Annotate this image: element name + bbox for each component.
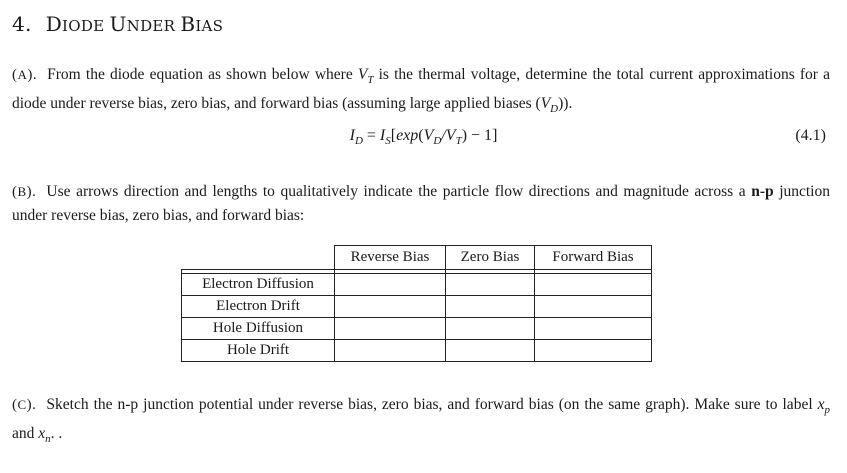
vd-symbol: $V_D$: [540, 95, 559, 116]
header-reverse-bias: Reverse Bias: [335, 246, 446, 270]
cell-electron-drift-reverse[interactable]: [335, 296, 446, 318]
diode-equation: $I_D = I_S[\exp(V_D/V_T) - 1]$: [349, 127, 498, 148]
part-c-label: (C).: [12, 397, 37, 413]
cell-hole-diffusion-reverse[interactable]: [335, 318, 446, 340]
cell-hole-diffusion-forward[interactable]: [535, 318, 652, 340]
section-number: 4.: [12, 12, 32, 36]
cell-electron-diffusion-forward[interactable]: [535, 274, 652, 296]
title-rest-iode: IODE: [62, 17, 110, 35]
table-row: [182, 340, 652, 362]
part-c-and: and: [12, 425, 39, 443]
title-rest-nder: NDER: [126, 17, 181, 35]
part-c-text-1: Sketch the n-p junction potential under reverse bias, zero bias, and forward bias (on the same graph). Make sure to label: [46, 396, 818, 413]
cell-electron-drift-forward[interactable]: [535, 296, 652, 318]
part-b-text-1: Use arrows direction and lengths to qualitatively indicate the particle flow directions and magnitude across a: [46, 183, 752, 200]
part-a-paragraph: [12, 63, 830, 121]
equation-number: (4.1): [795, 127, 826, 144]
vt-symbol: $V_T$: [357, 66, 374, 87]
part-a-text-1: From the diode equation as shown below where: [47, 66, 358, 83]
part-b-text-2: junction under reverse bias, zero bias, and forward bias:: [12, 183, 830, 224]
row-label-hole-drift: Hole Drift: [182, 340, 335, 362]
title-initial-d: D: [45, 12, 63, 36]
part-a-text-3: )).: [558, 95, 573, 113]
section-heading: [12, 12, 223, 36]
np-bold: n-p: [751, 183, 774, 200]
part-c-tail: . .: [50, 425, 63, 443]
row-label-hole-diffusion: Hole Diffusion: [182, 318, 335, 340]
row-label-electron-drift: Electron Drift: [182, 296, 335, 318]
row-label-electron-diffusion: Electron Diffusion: [182, 274, 335, 296]
header-zero-bias: Zero Bias: [446, 246, 535, 270]
cell-hole-drift-forward[interactable]: [535, 340, 652, 362]
cell-electron-drift-zero[interactable]: [446, 296, 535, 318]
part-a-text-2: is the thermal voltage, determine the total current approximations for a diode under reverse bias, zero bias, and forward bias (assuming large applied biases (: [12, 66, 830, 113]
cell-hole-drift-reverse[interactable]: [335, 340, 446, 362]
cell-hole-drift-zero[interactable]: [446, 340, 535, 362]
title-initial-u: U: [109, 12, 127, 36]
xp-symbol: $x_p$: [817, 396, 830, 417]
part-b-paragraph: [12, 180, 830, 227]
table-header-row: [182, 246, 652, 270]
cell-electron-diffusion-zero[interactable]: [446, 274, 535, 296]
cell-electron-diffusion-reverse[interactable]: [335, 274, 446, 296]
table-row: [182, 318, 652, 340]
particle-flow-table: [181, 245, 652, 362]
title-initial-b: B: [180, 12, 196, 36]
title-rest-ias: IAS: [195, 17, 224, 35]
cell-hole-diffusion-zero[interactable]: [446, 318, 535, 340]
part-a-label: (A).: [12, 67, 38, 83]
table-row: [182, 274, 652, 296]
table-row: [182, 296, 652, 318]
part-b-label: (B).: [12, 184, 37, 200]
header-forward-bias: Forward Bias: [535, 246, 652, 270]
table-corner: [182, 246, 335, 270]
part-c-paragraph: [12, 393, 830, 451]
xn-symbol: $x_n$: [38, 425, 51, 446]
